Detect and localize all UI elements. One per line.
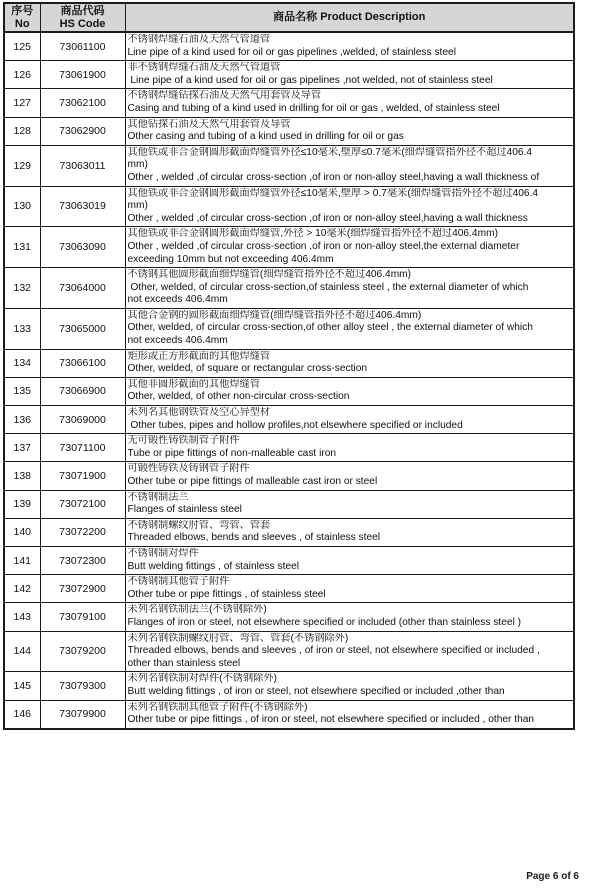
hs-code: 73063019: [40, 186, 125, 227]
product-description: [125, 89, 574, 117]
product-description: [125, 32, 574, 61]
hs-code: 73061900: [40, 61, 125, 89]
row-number: 140: [4, 518, 40, 546]
description-line: 不锈钢焊缝石油及天然气管道管: [127, 34, 271, 45]
hs-code: 73064000: [40, 268, 125, 309]
row-number: 133: [4, 308, 40, 349]
table-row: [4, 89, 574, 117]
table-row: [4, 546, 574, 574]
table-row: [4, 349, 574, 377]
row-number: 128: [4, 117, 40, 145]
row-number: 131: [4, 227, 40, 268]
table-body: [4, 32, 574, 729]
hs-code: 73069000: [40, 406, 125, 434]
product-description: [125, 406, 574, 434]
product-description: [125, 462, 574, 490]
hs-code: 73071100: [40, 434, 125, 462]
header-no: [4, 3, 40, 32]
row-number: 145: [4, 672, 40, 700]
row-number: 146: [4, 700, 40, 729]
table-header: [4, 3, 574, 32]
product-description: [125, 575, 574, 603]
description-line: 其他铁或非合金钢圆形截面焊缝管,外径 > 10毫米(细焊缝管指外径不超过406.4mm): [127, 228, 498, 240]
description-line: Line pipe of a kind used for oil or gas pipelines ,not welded, not of stainless steel: [127, 74, 493, 86]
table-row: [4, 406, 574, 434]
product-description: [125, 631, 574, 672]
row-number: 132: [4, 268, 40, 309]
table-row: [4, 32, 574, 61]
description-line: Other, welded, of other non-circular cross-section: [127, 391, 350, 403]
description-line: 不锈钢制对焊件: [127, 547, 199, 559]
product-description: [125, 61, 574, 89]
hs-code: 73066100: [40, 349, 125, 377]
product-description: [125, 377, 574, 405]
table-row: [4, 61, 574, 89]
description-line: other than stainless steel: [127, 657, 241, 669]
hs-code: 73079900: [40, 700, 125, 729]
description-line: Other , welded ,of circular cross-section ,of iron or non-alloy steel,having a wall thickness: [127, 212, 528, 224]
product-description: [125, 672, 574, 700]
table-row: [4, 672, 574, 700]
hs-code: 73072200: [40, 518, 125, 546]
table-row: [4, 268, 574, 309]
row-number: 125: [4, 32, 40, 61]
hs-code: 73062900: [40, 117, 125, 145]
product-description: [125, 546, 574, 574]
row-number: 134: [4, 349, 40, 377]
table-row: [4, 518, 574, 546]
hs-code: 73079300: [40, 672, 125, 700]
hs-code: 73065000: [40, 308, 125, 349]
header-hs-code: [40, 3, 125, 32]
hs-code: 73063011: [40, 145, 125, 186]
product-description: [125, 700, 574, 729]
description-line: 其他铁或非合金钢圆形截面焊缝管外径≤10毫米,壁厚 > 0.7毫米(细焊缝管指外径不超过406.4: [127, 187, 539, 199]
hs-code: 73072100: [40, 490, 125, 518]
header-product-description: 商品名称 Product Description: [125, 3, 574, 32]
description-line: Other , welded ,of circular cross-section ,of iron or non-alloy steel,the external diameter: [127, 240, 520, 252]
product-description: [125, 434, 574, 462]
table-row: [4, 575, 574, 603]
product-description: [125, 518, 574, 546]
description-line: Threaded elbows, bends and sleeves , of stainless steel: [127, 532, 381, 544]
hs-code-table: [3, 2, 575, 730]
description-line: 未列名钢铁制其他管子附件(不锈钢除外): [127, 701, 308, 713]
description-line: 未列名钢铁制对焊件(不锈钢除外): [127, 673, 277, 685]
description-line: Butt welding fittings , of iron or steel, not elsewhere specified or included ,other than: [127, 685, 505, 697]
description-line: 未列名其他钢铁管及空心异型材: [127, 407, 271, 419]
hs-code: 73061100: [40, 32, 125, 61]
row-number: 127: [4, 89, 40, 117]
table-row: [4, 603, 574, 631]
description-line: 不锈钢制螺纹肘管、弯管、管套: [127, 519, 271, 531]
description-line: not exceeds 406.4mm: [127, 335, 228, 347]
product-description: [125, 603, 574, 631]
description-line: Flanges of iron or steel, not elsewhere specified or included (other than stainless steel ): [127, 616, 522, 628]
product-description: [125, 186, 574, 227]
table-row: [4, 117, 574, 145]
description-line: Other, welded, of circular cross-section,of stainless steel , the external diameter of which: [127, 281, 529, 293]
header-code-cn: 商品代码: [60, 4, 105, 17]
row-number: 143: [4, 603, 40, 631]
description-line: 不锈钢制法兰: [127, 491, 189, 503]
row-number: 142: [4, 575, 40, 603]
table-row: [4, 227, 574, 268]
description-line: exceeding 10mm but not exceeding 406.4mm: [127, 253, 334, 265]
description-line: Other casing and tubing of a kind used in drilling for oil or gas: [127, 131, 404, 143]
table-row: [4, 434, 574, 462]
hs-code: 73072300: [40, 546, 125, 574]
table-row: [4, 377, 574, 405]
description-line: Other tubes, pipes and hollow profiles,not elsewhere specified or included: [127, 419, 463, 431]
product-description: [125, 227, 574, 268]
description-line: 不锈钢其他圆形截面细焊缝管(细焊缝管指外径不超过406.4mm): [127, 269, 412, 281]
table-row: [4, 490, 574, 518]
hs-code: 73079100: [40, 603, 125, 631]
description-line: not exceeds 406.4mm: [127, 294, 228, 306]
hs-code: 73063090: [40, 227, 125, 268]
description-line: 其他铁或非合金钢圆形截面焊缝管外径≤10毫米,壁厚≤0.7毫米(细焊缝管指外径不超过406.4: [127, 146, 533, 158]
page-number: Page 6 of 6: [526, 871, 579, 882]
description-line: Other, welded, of circular cross-section,of other alloy steel , the external diameter of which: [127, 322, 533, 334]
description-line: Other tube or pipe fittings , of stainless steel: [127, 588, 326, 600]
product-description: [125, 117, 574, 145]
row-number: 136: [4, 406, 40, 434]
table-row: [4, 186, 574, 227]
description-line: Line pipe of a kind used for oil or gas pipelines ,welded, of stainless steel: [127, 46, 456, 58]
table-row: [4, 145, 574, 186]
row-number: 141: [4, 546, 40, 574]
product-description: [125, 349, 574, 377]
hs-code: 73079200: [40, 631, 125, 672]
description-line: Flanges of stainless steel: [127, 504, 242, 516]
product-description: [125, 268, 574, 309]
description-line: 非不锈钢焊缝石油及天然气管道管: [127, 62, 281, 74]
description-line: 未列名钢铁制法兰(不锈钢除外): [127, 604, 267, 616]
description-line: 无可锻性铸铁制管子附件: [127, 435, 240, 447]
hs-code: 73071900: [40, 462, 125, 490]
table-row: [4, 308, 574, 349]
hs-code: 73072900: [40, 575, 125, 603]
description-line: Other , welded ,of circular cross-section ,of iron or non-alloy steel,having a wall thickness of: [127, 171, 540, 183]
product-description: [125, 145, 574, 186]
description-line: 其他非圆形截面的其他焊缝管: [127, 378, 260, 390]
description-line: 其他合金钢的圆形截面细焊缝管(细焊缝管指外径不超过406.4mm): [127, 309, 422, 321]
header-code-en: HS Code: [59, 17, 106, 30]
row-number: 129: [4, 145, 40, 186]
description-line: Casing and tubing of a kind used in drilling for oil or gas , welded, of stainless steel: [127, 102, 500, 114]
product-description: [125, 308, 574, 349]
hs-code: 73062100: [40, 89, 125, 117]
row-number: 139: [4, 490, 40, 518]
hs-code: 73066900: [40, 377, 125, 405]
description-line: 可锻性铸铁及铸钢管子附件: [127, 463, 250, 475]
description-line: 不锈钢焊缝钻探石油及天然气用套管及导管: [127, 90, 322, 102]
header-no-en: No: [14, 17, 30, 30]
header-no-cn: 序号: [11, 4, 34, 17]
row-number: 126: [4, 61, 40, 89]
row-number: 135: [4, 377, 40, 405]
product-description: [125, 490, 574, 518]
description-line: 矩形或正方形截面的其他焊缝管: [127, 350, 271, 362]
row-number: 138: [4, 462, 40, 490]
description-line: 其他钻探石油及天然气用套管及导管: [127, 118, 291, 130]
description-line: Threaded elbows, bends and sleeves , of iron or steel, not elsewhere specified or included ,: [127, 645, 540, 657]
description-line: Tube or pipe fittings of non-malleable cast iron: [127, 447, 337, 459]
table-row: [4, 700, 574, 729]
table-row: [4, 462, 574, 490]
description-line: Other, welded, of square or rectangular cross-section: [127, 363, 368, 375]
description-line: Butt welding fittings , of stainless steel: [127, 560, 300, 572]
description-line: Other tube or pipe fittings , of iron or steel, not elsewhere specified or included , other than: [127, 714, 535, 726]
row-number: 130: [4, 186, 40, 227]
description-line: 不锈钢制其他管子附件: [127, 576, 230, 588]
description-line: 未列名钢铁制螺纹肘管、弯管、管套(不锈钢除外): [127, 632, 349, 644]
row-number: 137: [4, 434, 40, 462]
table-row: [4, 631, 574, 672]
description-line: mm): [127, 200, 148, 212]
description-line: mm): [127, 159, 148, 171]
description-line: Other tube or pipe fittings of malleable cast iron or steel: [127, 476, 378, 487]
row-number: 144: [4, 631, 40, 672]
